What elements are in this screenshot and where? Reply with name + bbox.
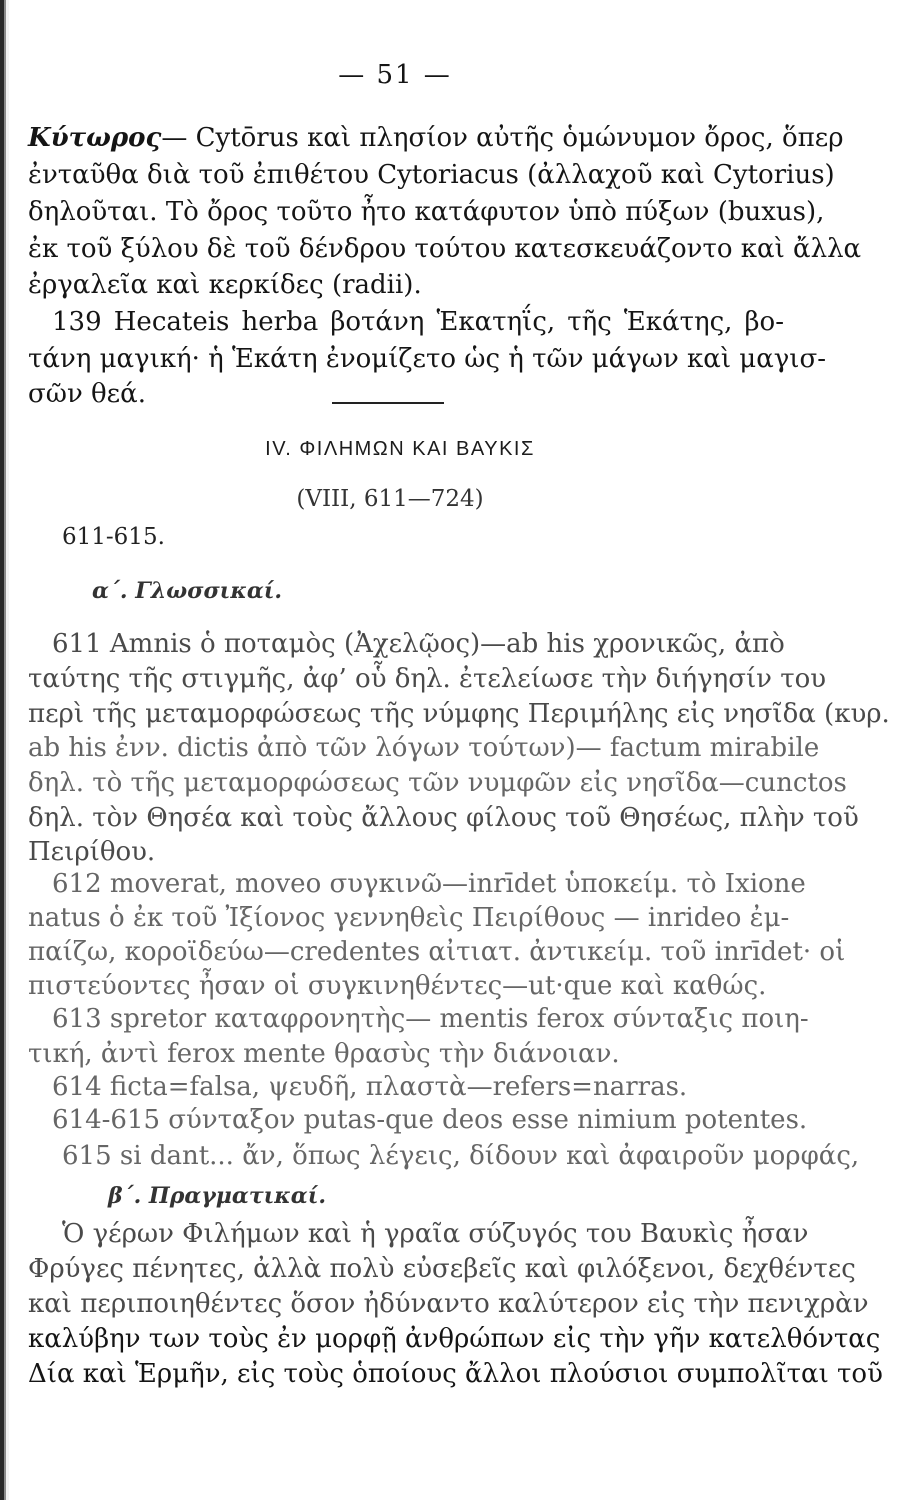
note-line: δηλ. τὸν Θησέα καὶ τοὺς ἄλλους φίλους τοῦ Θησέως, πλὴν τοῦ [28,803,859,833]
body-line: καὶ περιποιηθέντες ὅσον ἠδύναντο καλύτερον εἰς τὴν πενιχρὰν [28,1289,869,1319]
text-line: σῶν θεά. [28,379,146,409]
note-line: 612 moverat, moveo συγκινῶ—inrīdet ὑποκείμ. τὸ Ixione [52,869,806,899]
body-line: Ὁ γέρων Φιλήμων καὶ ἡ γραῖα σύζυγός του Βαυκὶς ἦσαν [62,1219,809,1249]
text-line: ἐνταῦθα διὰ τοῦ ἐπιθέτου Cytoriacus (ἀλλαχοῦ καὶ Cytorius) [28,160,835,190]
note-line: 614 ficta=falsa, ψευδῆ, πλαστὰ—refers=narras. [52,1072,688,1102]
chapter-heading: IV. ΦΙΛΗΜΩΝ ΚΑΙ ΒΑΥΚΙΣ [265,438,535,460]
note-line: πιστεύοντες ἦσαν οἱ συγκινηθέντες—ut·que καὶ καθώς. [28,971,767,1001]
note-line: περὶ τῆς μεταμορφώσεως τῆς νύμφης Περιμήλης εἰς νησῖδα (κυρ. [28,699,890,729]
section-title-linguistic: α΄. Γλωσσικαί. [92,578,283,604]
page-number: — 51 — [338,60,452,90]
text-line: 139 Hecateis herba βοτάνη Ἑκατηΐς, τῆς Ἑκάτης, βο- [52,307,784,337]
note-line: 611 Amnis ὁ ποταμὸς (Ἀχελῷος)—ab his χρονικῶς, ἀπὸ [52,629,785,659]
text-line: δηλοῦται. Τὸ ὄρος τοῦτο ἦτο κατάφυτον ὑπὸ πύξων (buxus), [28,197,825,227]
section-divider [332,402,444,404]
note-line: παίζω, κοροϊδεύω—credentes αἰτιατ. ἀντικείμ. τοῦ inrīdet· οἱ [28,937,846,967]
note-line: 613 spretor καταφρονητὴς— mentis ferox σύνταξις ποιη- [52,1004,809,1034]
note-line: natus ὁ ἐκ τοῦ Ἰξίονος γεννηθεὶς Πειρίθους — inrideo ἐμ- [28,903,790,933]
note-line: 614-615 σύνταξον putas-que deos esse nimium potentes. [52,1105,808,1135]
text-line: ἐργαλεῖα καὶ κερκίδες (radii). [28,270,422,300]
body-line: Δία καὶ Ἑρμῆν, εἰς τοὺς ὁποίους ἄλλοι πλούσιοι συμπολῖται τοῦ [28,1359,883,1389]
text-line: τάνη μαγική· ἡ Ἑκάτη ἐνομίζετο ὡς ἡ τῶν μάγων καὶ μαγισ- [28,344,827,374]
note-line: τική, ἀντὶ ferox mente θρασὺς τὴν διάνοιαν. [28,1039,620,1069]
note-line: ab his ἐνν. dictis ἀπὸ τῶν λόγων τούτων)— factum mirabile [28,733,820,763]
lemma-text: — Cytōrus καὶ πλησίον αὐτῆς ὁμώνυμον ὄρος, ὅπερ [161,123,844,153]
lemma-term: Κύτωρος [28,123,162,153]
note-line: Πειρίθου. [28,837,156,867]
chapter-subheading: (VIII, 611—724) [296,486,484,512]
body-line: Φρύγες πένητες, ἀλλὰ πολὺ εὐσεβεῖς καὶ φιλόξενοι, δεχθέντες [28,1254,856,1284]
section-title-factual: β΄. Πραγματικαί. [108,1183,327,1209]
text-line [28,122,844,155]
body-line: καλύβην των τοὺς ἐν μορφῇ ἀνθρώπων εἰς τὴν γῆν κατελθόντας [28,1324,881,1354]
verse-range-label: 611-615. [62,524,165,550]
note-line: 615 si dant... ἄν, ὅπως λέγεις, δίδουν καὶ ἀφαιροῦν μορφάς, [62,1141,860,1171]
text-line: ἐκ τοῦ ξύλου δὲ τοῦ δένδρου τούτου κατεσκευάζοντο καὶ ἄλλα [28,234,862,264]
note-line: δηλ. τὸ τῆς μεταμορφώσεως τῶν νυμφῶν εἰς νησῖδα—cunctos [28,768,847,798]
note-line: ταύτης τῆς στιγμῆς, ἀφ’ οὗ δηλ. ἐτελείωσε τὴν διήγησίν του [28,664,827,694]
